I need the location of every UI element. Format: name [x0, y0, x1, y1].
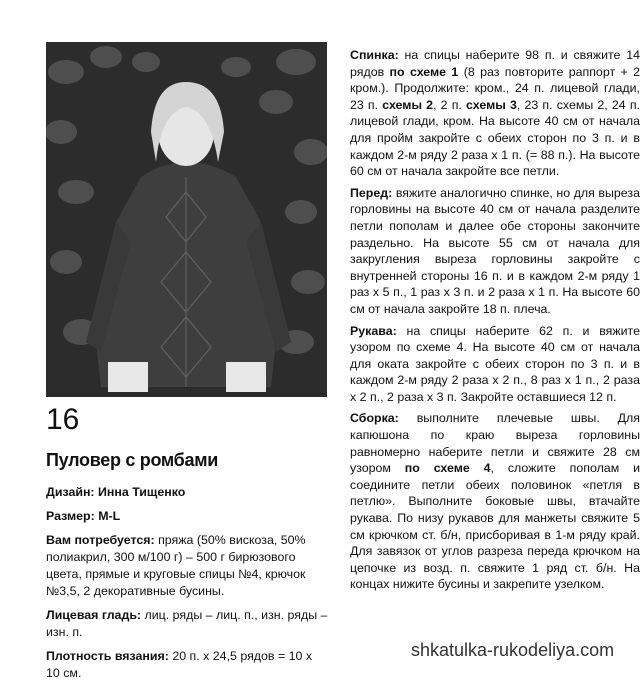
design-line	[46, 484, 329, 501]
pattern-title: Пуловер с ромбами	[46, 450, 218, 470]
scheme-3-ref: схемы 3	[466, 97, 517, 112]
scheme-1-ref: по схеме 1	[389, 64, 459, 79]
assembly-text-1: выполните плечевые швы. Для капюшона по краю выреза горловины равномерно наберите петли и свяжите 28 см узором	[350, 411, 640, 476]
front-text: вяжите аналогично спинке, но для выреза горловины на высоте 40 см от начала разделите петли пополам и далее обе стороны закончите раздельно. На высоте 55 см от начала для закругления выреза горловины закройте с внутренней стороны 16 п. и в каждом 2-м ряду 1 раз х 5 п., 1 раз х 3 п. и 2 раза х 1 п. На высоте 60 см от начала закройте 18 п. плеча.	[350, 185, 640, 316]
back-text-4: , 23 п. схемы 2, 24 п. лицевой глади, кром. На высоте 40 см от начала для пройм закройте с обеих сторон по 3 п. и в каждом 2-м ряду 2 раза х 1 п. (= 88 п.). На высоте 60 см от начала закройте все петли.	[350, 97, 640, 179]
front-instructions	[350, 185, 640, 318]
sleeves-label: Рукава:	[350, 323, 397, 338]
assembly-text-2: , сложите пополам и соедините петли обеих половинок «петля в петлю». Выполните боковые швы, втачайте рукава. По низу рукавов для манжеты свяжите 5 см крючком ст. б/н, присборивая в 1-м ряду край. Для завязок от углов разреза переда крючком на цепочке из возд. п. свяжите 1 ряд ст. б/н. На концах нижите бусины и закрепите узелком.	[350, 461, 640, 592]
size-value: M-L	[94, 509, 121, 523]
gauge-line	[46, 648, 329, 682]
materials-line	[46, 532, 329, 600]
back-instructions	[350, 47, 640, 180]
size-line	[46, 508, 329, 525]
back-text-3: , 2 п.	[433, 97, 467, 112]
stockinette-value: лиц. ряды – лиц. п., изн. ряды – изн. п.	[46, 608, 328, 639]
scheme-2-ref: схемы 2	[382, 97, 434, 112]
design-label: Дизайн:	[46, 485, 95, 499]
knit-sweater-photo-icon	[46, 42, 327, 397]
back-label: Спинка:	[350, 48, 399, 62]
back-text-2: (8 раз повторите раппорт + 2 кром.). Продолжите: кром., 24 п. лицевой глади, 23 п.	[350, 64, 640, 112]
instructions-column	[350, 47, 640, 598]
size-label: Размер:	[46, 509, 95, 523]
assembly-instructions	[350, 410, 640, 593]
model-photo	[46, 42, 327, 397]
stockinette-line	[46, 607, 329, 641]
watermark: shkatulka-rukodeliya.com	[408, 640, 617, 661]
gauge-value: 20 п. х 24,5 рядов = 10 х 10 см.	[46, 649, 313, 680]
assembly-label: Сборка:	[350, 411, 399, 426]
sleeves-text: на спицы наберите 62 п. и вяжите узором по схеме 4. На высоте 40 см от начала для оката закройте с обеих сторон по 3 п. и в каждом 2-м ряду 2 раза х 2 п., 8 раз х 1 п., 2 раза х 2 п., 2 раза х 3 п. Закройте оставшиеся 12 п.	[350, 323, 640, 404]
materials-label: Вам потребуется:	[46, 533, 155, 547]
stockinette-label: Лицевая гладь:	[46, 608, 142, 622]
design-value: Инна Тищенко	[94, 485, 186, 499]
materials-value: пряжа (50% вискоза, 50% полиакрил, 300 м/100 г) – 500 г бирюзового цвета, прямые и круговые спицы №4, крючок №3,5, 2 декоративные бусины.	[46, 533, 306, 598]
back-text-1: на спицы наберите 98 п. и свяжите 14 рядов	[350, 48, 640, 79]
front-label: Перед:	[350, 185, 393, 200]
pattern-number: 16	[46, 403, 80, 436]
scheme-4-ref: по схеме 4	[404, 461, 491, 476]
sleeves-instructions	[350, 323, 640, 406]
materials-section	[46, 484, 329, 689]
gauge-label: Плотность вязания:	[46, 649, 169, 663]
